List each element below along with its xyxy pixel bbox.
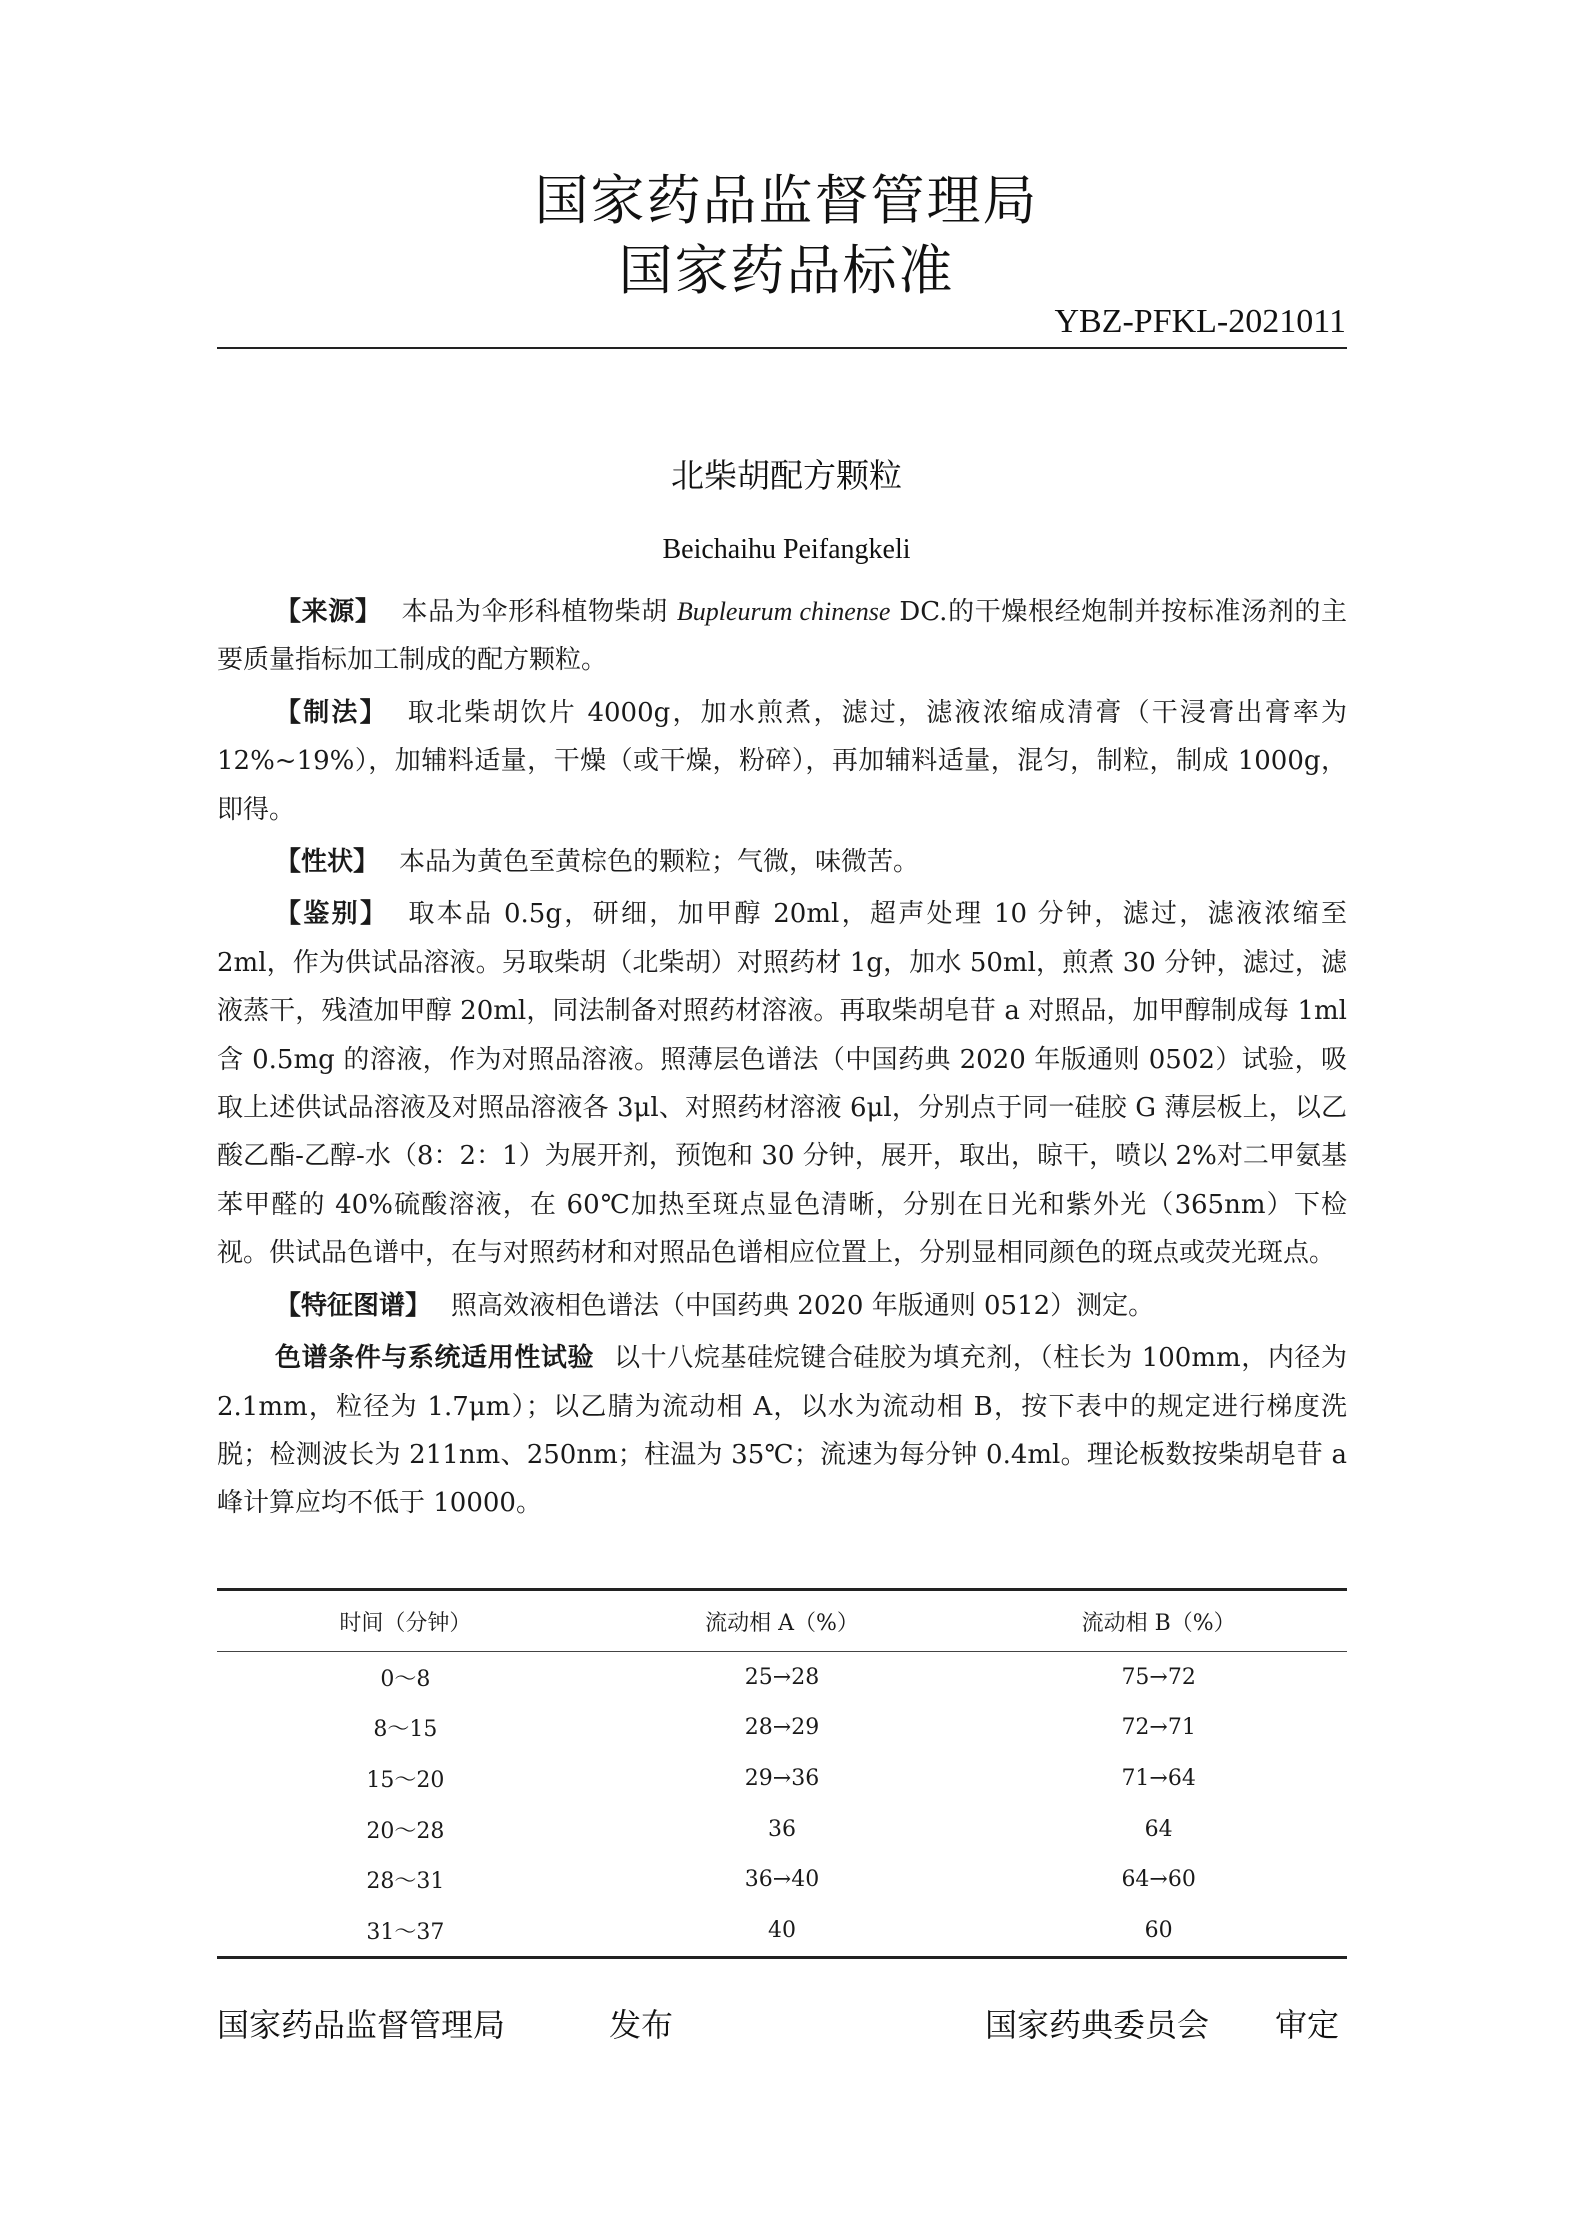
header-phase-b: 流动相 B（%） xyxy=(970,1590,1347,1652)
header-phase-a: 流动相 A（%） xyxy=(594,1590,971,1652)
cell-phase-a: 36 xyxy=(767,1816,796,1842)
footer-publisher: 国家药品监督管理局 xyxy=(217,2006,506,2044)
standard-code: YBZ-PFKL-2021011 xyxy=(1054,303,1346,340)
conditions-section xyxy=(217,1334,1347,1528)
table-row xyxy=(217,1804,1347,1855)
table-row xyxy=(217,1703,1347,1754)
cell-time: 20～28 xyxy=(366,1818,445,1844)
table-row xyxy=(217,1905,1347,1957)
product-pinyin: Beichaihu Peifangkeli xyxy=(662,534,911,565)
cell-time: 31～37 xyxy=(366,1919,445,1945)
fingerprint-section xyxy=(217,1282,1347,1330)
table-row xyxy=(217,1753,1347,1804)
standard-title: 国家药品标准 xyxy=(618,239,955,302)
identification-section xyxy=(217,890,1347,1277)
source-text-after: DC.的干燥根经炮制并按标准汤剂的主要质量指标加工制成的配方颗粒。 xyxy=(217,597,1347,676)
cell-phase-b: 60 xyxy=(1144,1917,1173,1943)
cell-time: 0～8 xyxy=(380,1666,431,1692)
cell-phase-a: 40 xyxy=(767,1917,796,1943)
fingerprint-label: 【特征图谱】 xyxy=(275,1290,432,1321)
cell-time: 15～20 xyxy=(366,1767,445,1793)
cell-phase-b: 71→64 xyxy=(1121,1765,1196,1791)
cell-phase-a: 29→36 xyxy=(744,1765,820,1791)
footer-review-action: 审定 xyxy=(1274,2006,1339,2044)
source-latin-name: Bupleurum chinense xyxy=(676,597,891,626)
description-label: 【性状】 xyxy=(275,847,380,878)
gradient-table-wrapper xyxy=(217,1588,1347,1959)
cell-phase-b: 72→71 xyxy=(1121,1715,1196,1741)
table-header-row xyxy=(217,1590,1347,1652)
conditions-label: 色谱条件与系统适用性试验 xyxy=(275,1343,595,1374)
cell-phase-a: 28→29 xyxy=(744,1715,820,1741)
footer-publish-action: 发布 xyxy=(609,2006,674,2044)
identification-label: 【鉴别】 xyxy=(275,899,389,930)
cell-phase-b: 75→72 xyxy=(1121,1664,1196,1690)
cell-phase-a: 25→28 xyxy=(744,1664,820,1690)
product-title: 北柴胡配方颗粒 xyxy=(671,456,902,495)
cell-phase-a: 36→40 xyxy=(744,1867,820,1893)
header-time: 时间（分钟） xyxy=(217,1590,594,1652)
conditions-text: 以十八烷基硅烷键合硅胶为填充剂，（柱长为 100mm，内径为 2.1mm，粒径为 1.7μm）；以乙腈为流动相 A，以水为流动相 B，按下表中的规定进行梯度洗脱；检测波长为 211nm、250nm；柱温为 35℃；流速为每分钟 0.4ml。理论板数按柴胡皂苷 a 峰计算应均不低于 10000。 xyxy=(217,1343,1347,1519)
footer xyxy=(217,2000,1347,2044)
header-divider xyxy=(217,347,1347,349)
monograph-body xyxy=(217,588,1347,1532)
preparation-text: 取北柴胡饮片 4000g，加水煎煮，滤过，滤液浓缩成清膏（干浸膏出膏率为 12%~19%），加辅料适量，干燥（或干燥，粉碎），再加辅料适量，混匀，制粒，制成 1000g，即得。 xyxy=(217,697,1347,825)
cell-time: 28～31 xyxy=(366,1869,445,1895)
fingerprint-text: 照高效液相色谱法（中国药典 2020 年版通则 0512）测定。 xyxy=(451,1290,1155,1321)
cell-time: 8～15 xyxy=(373,1717,438,1743)
gradient-table xyxy=(217,1588,1347,1959)
preparation-section xyxy=(217,689,1347,834)
preparation-label: 【制法】 xyxy=(275,697,388,728)
table-row xyxy=(217,1652,1347,1703)
footer-reviewer: 国家药典委员会 xyxy=(985,2006,1210,2044)
source-text-before: 本品为伞形科植物柴胡 xyxy=(401,597,677,627)
identification-text: 取本品 0.5g，研细，加甲醇 20ml，超声处理 10 分钟，滤过，滤液浓缩至 2ml，作为供试品溶液。另取柴胡（北柴胡）对照药材 1g，加水 50ml，煎煮 30 分钟，滤过，滤液蒸干，残渣加甲醇 20ml，同法制备对照药材溶液。再取柴胡皂苷 a 对照品，加甲醇制成每 1ml 含 0.5mg 的溶液，作为对照品溶液。照薄层色谱法（中国药典 2020 年版通则 0502）试验，吸取上述供试品溶液及对照品溶液各 3μl、对照药材溶液 6μl，分别点于同一硅胶 G 薄层板上，以乙酸乙酯-乙醇-水（8：2：1）为展开剂，预饱和 30 分钟，展开，取出，晾干，喷以 2%对二甲氨基苯甲醛的 40%硫酸溶液，在 60℃加热至斑点显色清晰，分别在日光和紫外光（365nm）下检视。供试品色谱中，在与对照药材和对照品色谱相应位置上，分别显相同颜色的斑点或荧光斑点。 xyxy=(217,899,1347,1269)
agency-title: 国家药品监督管理局 xyxy=(534,169,1039,232)
source-label: 【来源】 xyxy=(275,597,382,627)
cell-phase-b: 64→60 xyxy=(1121,1867,1196,1893)
description-text: 本品为黄色至黄棕色的颗粒；气微，味微苦。 xyxy=(399,847,920,878)
cell-phase-b: 64 xyxy=(1144,1816,1173,1842)
table-row xyxy=(217,1854,1347,1905)
description-section xyxy=(217,838,1347,886)
source-section xyxy=(217,588,1347,685)
